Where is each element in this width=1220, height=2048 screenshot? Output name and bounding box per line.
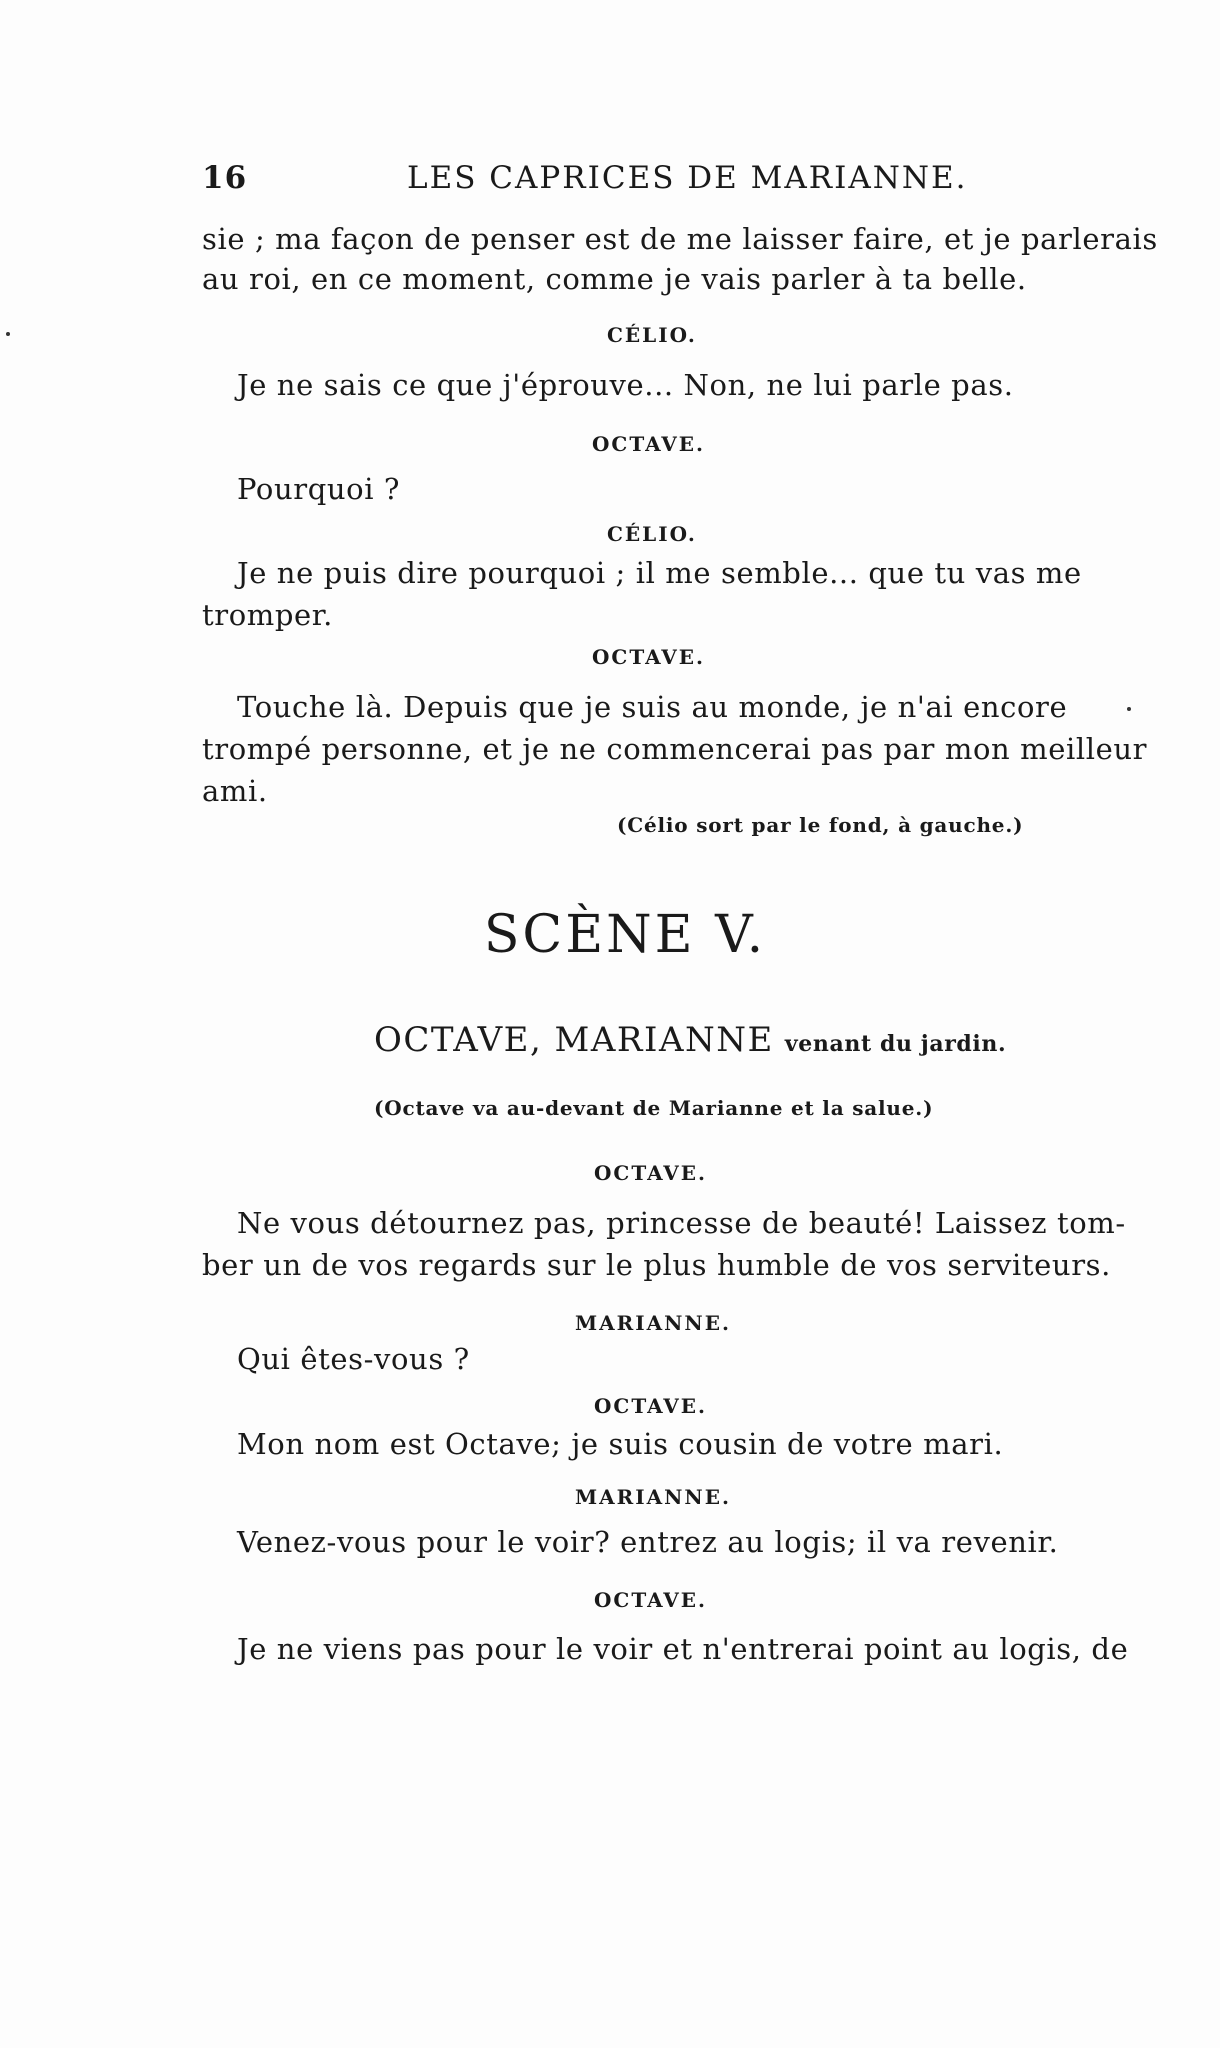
page-number: 16 xyxy=(202,160,248,196)
text-line: au roi, en ce moment, comme je vais parler à ta belle. xyxy=(202,262,1027,296)
page-header xyxy=(202,160,1092,200)
text-line: ber un de vos regards sur le plus humble de vos serviteurs. xyxy=(202,1248,1111,1282)
text-line: Mon nom est Octave; je suis cousin de votre mari. xyxy=(237,1427,1004,1461)
stage-direction: (Octave va au-devant de Marianne et la salue.) xyxy=(374,1096,934,1120)
speaker-label: CÉLIO. xyxy=(607,522,697,546)
text-line: Je ne sais ce que j'éprouve... Non, ne lui parle pas. xyxy=(237,368,1014,402)
speaker-label: OCTAVE. xyxy=(594,1588,707,1612)
entrance-note: venant du jardin. xyxy=(784,1031,1007,1057)
text-line: trompé personne, et je ne commencerai pas par mon meilleur xyxy=(202,732,1148,766)
stage-direction: (Célio sort par le fond, à gauche.) xyxy=(617,813,1024,837)
speaker-label: MARIANNE. xyxy=(575,1485,731,1509)
text-line: Ne vous détournez pas, princesse de beauté! Laissez tom- xyxy=(237,1206,1126,1240)
text-line: sie ; ma façon de penser est de me laisser faire, et je parlerais xyxy=(202,222,1158,256)
text-line: Qui êtes-vous ? xyxy=(237,1342,470,1376)
text-line: Touche là. Depuis que je suis au monde, je n'ai encore xyxy=(237,690,1068,724)
text-line: Pourquoi ? xyxy=(237,472,401,506)
speaker-label: OCTAVE. xyxy=(594,1394,707,1418)
scene-characters xyxy=(374,1020,1006,1060)
speaker-label: OCTAVE. xyxy=(592,432,705,456)
scene-title: SCÈNE V. xyxy=(483,905,767,965)
stray-ink-mark xyxy=(1127,707,1131,711)
text-line: ami. xyxy=(202,774,268,808)
speaker-label: CÉLIO. xyxy=(607,323,697,347)
speaker-label: OCTAVE. xyxy=(592,645,705,669)
text-line: Je ne viens pas pour le voir et n'entrerai point au logis, de xyxy=(237,1632,1129,1666)
running-title: LES CAPRICES DE MARIANNE. xyxy=(407,160,968,196)
text-line: Venez-vous pour le voir? entrez au logis; il va revenir. xyxy=(237,1525,1059,1559)
text-line: Je ne puis dire pourquoi ; il me semble... que tu vas me xyxy=(237,556,1082,590)
character-names: OCTAVE, MARIANNE xyxy=(374,1020,774,1060)
text-line: tromper. xyxy=(202,598,333,632)
speaker-label: OCTAVE. xyxy=(594,1161,707,1185)
stray-ink-mark xyxy=(6,332,10,336)
speaker-label: MARIANNE. xyxy=(575,1311,731,1335)
